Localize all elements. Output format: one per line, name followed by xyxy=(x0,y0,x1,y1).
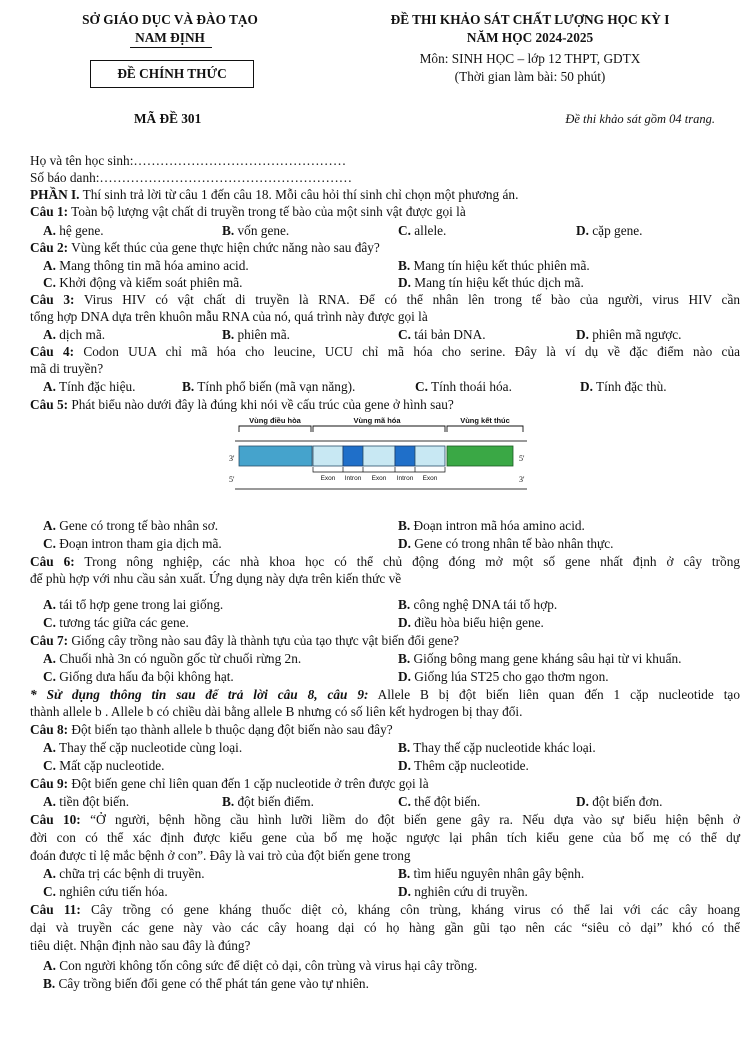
exam-time: (Thời gian làm bài: 50 phút) xyxy=(454,69,606,84)
option-letter: D. xyxy=(576,794,589,809)
option-text: Mất cặp nucleotide. xyxy=(59,758,165,773)
option-letter: C. xyxy=(398,794,411,809)
question-9 xyxy=(30,775,740,792)
option-text: Mang thông tin mã hóa amino acid. xyxy=(59,258,249,273)
label-terminal-region: Vùng kết thúc xyxy=(460,416,510,425)
option-text: Tính đặc hiệu. xyxy=(59,379,136,394)
option-text: Giống dưa hấu đa bội không hạt. xyxy=(59,669,234,684)
option-text: Khởi động và kiểm soát phiên mã. xyxy=(59,275,243,290)
segment-label-exon: Exon xyxy=(371,475,387,482)
option-letter: D. xyxy=(398,615,411,630)
segment-label-intron: Intron xyxy=(344,475,362,482)
option-letter: C. xyxy=(43,669,56,684)
q8-label: Câu 8: xyxy=(30,722,69,737)
q8-option-c xyxy=(43,757,165,774)
q10-option-a xyxy=(43,865,205,882)
option-text: Gene có trong tế bào nhân sơ. xyxy=(59,518,219,533)
segment-label-exon: Exon xyxy=(320,475,336,482)
info-text: Allele B bị đột biến liên quan đến 1 cặp nucleotide tạo xyxy=(368,687,740,702)
q6-label: Câu 6: xyxy=(30,554,75,569)
exon-block-3 xyxy=(415,446,445,466)
q1-option-d xyxy=(576,222,642,239)
q11-label: Câu 11: xyxy=(30,902,81,917)
q8-text: Đột biến tạo thành allele b thuộc dạng đột biến nào sau đây? xyxy=(68,722,393,737)
option-text: tiền đột biến. xyxy=(59,794,130,809)
option-text: chữa trị các bệnh di truyền. xyxy=(59,866,205,881)
q6-option-a xyxy=(43,596,223,613)
question-2 xyxy=(30,239,740,256)
option-letter: C. xyxy=(43,275,56,290)
option-text: phiên mã. xyxy=(237,327,290,342)
option-text: vốn gene. xyxy=(237,223,290,238)
option-text: Tính thoái hóa. xyxy=(431,379,512,394)
official-exam-label: ĐỀ CHÍNH THỨC xyxy=(117,66,227,81)
question-4-line1 xyxy=(30,343,740,360)
option-letter: B. xyxy=(222,223,235,238)
option-text: allele. xyxy=(414,223,447,238)
q2-text: Vùng kết thúc của gene thực hiện chức năng nào sau đây? xyxy=(68,240,380,255)
q9-text: Đột biến gene chỉ liên quan đến 1 cặp nucleotide ở trên được gọi là xyxy=(68,776,429,791)
question-1 xyxy=(30,203,740,220)
intron-block-2 xyxy=(395,446,415,466)
regulatory-region-block xyxy=(239,446,312,466)
option-text: đột biến đơn. xyxy=(592,794,663,809)
segment-label-intron: Intron xyxy=(396,475,414,482)
q11-text: Cây trồng có gene kháng thuốc diệt cỏ, kháng côn trùng, kháng virus có thể lai với các cây hoang xyxy=(80,902,740,917)
q5-text: Phát biểu nào dưới đây là đúng khi nói về cấu trúc của gene ở hình sau? xyxy=(68,397,454,412)
question-11-line3: tiêu diệt. Nhận định nào sau đây là đúng? xyxy=(30,938,251,953)
option-text: tái tổ hợp gene trong lai giống. xyxy=(59,597,224,612)
option-text: công nghệ DNA tái tổ hợp. xyxy=(413,597,558,612)
q9-label: Câu 9: xyxy=(30,776,69,791)
option-letter: C. xyxy=(398,223,411,238)
q8-option-a xyxy=(43,739,242,756)
question-7 xyxy=(30,632,740,649)
q2-option-d xyxy=(398,274,584,291)
q1-text: Toàn bộ lượng vật chất di truyền trong tế bào của một sinh vật được gọi là xyxy=(68,204,466,219)
question-3-line1 xyxy=(30,291,740,308)
question-6-line2: để phù hợp với nhu cầu sản xuất. Ứng dụng này dựa trên kiến thức về xyxy=(30,571,402,586)
q6-option-d xyxy=(398,614,544,631)
q9-option-c xyxy=(398,793,480,810)
q4-label: Câu 4: xyxy=(30,344,75,359)
option-letter: D. xyxy=(398,275,411,290)
exam-title: ĐỀ THI KHẢO SÁT CHẤT LƯỢNG HỌC KỲ I xyxy=(390,12,670,27)
q5-option-b xyxy=(398,517,585,534)
q10-option-c xyxy=(43,883,168,900)
option-letter: A. xyxy=(43,379,56,394)
official-exam-box xyxy=(90,60,254,88)
q2-option-a xyxy=(43,257,249,274)
option-letter: C. xyxy=(415,379,428,394)
q5-option-d xyxy=(398,535,613,552)
option-letter: B. xyxy=(398,866,411,881)
question-11-line1 xyxy=(30,901,740,918)
option-letter: D. xyxy=(398,536,411,551)
option-letter: C. xyxy=(43,884,56,899)
option-letter: C. xyxy=(43,536,56,551)
option-letter: A. xyxy=(43,518,56,533)
option-text: Mang tín hiệu kết thúc dịch mã. xyxy=(414,275,584,290)
org-place: NAM ĐỊNH xyxy=(135,30,205,45)
q2-label: Câu 2: xyxy=(30,240,69,255)
option-letter: A. xyxy=(43,597,56,612)
option-text: Cây trồng biến đổi gene có thể phát tán gene vào tự nhiên. xyxy=(58,976,369,991)
student-id-line: Số báo danh:………………………………………………… xyxy=(30,170,353,185)
option-letter: B. xyxy=(222,327,235,342)
question-11-line2: dại và truyền các gene này vào các cây hoang dại có họ hàng gần gũi tạo nên các “siêu cỏ dại” khó có thể xyxy=(30,920,740,935)
option-letter: C. xyxy=(398,327,411,342)
option-text: cặp gene. xyxy=(592,223,643,238)
option-text: Đoạn intron mã hóa amino acid. xyxy=(413,518,585,533)
segment-brackets xyxy=(313,467,445,472)
option-letter: B. xyxy=(398,597,411,612)
part1-text: Thí sinh trả lời từ câu 1 đến câu 18. Mỗi câu hỏi thí sinh chỉ chọn một phương án. xyxy=(79,187,519,202)
option-letter: D. xyxy=(398,758,411,773)
label-coding-region: Vùng mã hóa xyxy=(353,416,401,425)
info-q8-q9-line1 xyxy=(30,686,740,703)
q7-label: Câu 7: xyxy=(30,633,69,648)
q3-option-a xyxy=(43,326,105,343)
segment-label-exon: Exon xyxy=(422,475,438,482)
q4-option-a xyxy=(43,378,135,395)
option-text: đột biến điểm. xyxy=(237,794,314,809)
label-left-top: 3' xyxy=(229,454,235,463)
question-10-line3: đoán được tỉ lệ mắc bệnh ở con”. Đây là vai trò của đột biến gene trong xyxy=(30,848,411,863)
question-3-line2: tổng hợp DNA dựa trên khuôn mẫu RNA của nó, quá trình này được gọi là xyxy=(30,309,428,324)
option-letter: A. xyxy=(43,794,56,809)
q1-option-b xyxy=(222,222,289,239)
option-letter: D. xyxy=(398,669,411,684)
option-text: hệ gene. xyxy=(59,223,104,238)
label-right-bottom: 3' xyxy=(519,475,525,484)
option-text: điều hòa biểu hiện gene. xyxy=(414,615,544,630)
option-letter: D. xyxy=(398,884,411,899)
q8-option-b xyxy=(398,739,596,756)
intron-block-1 xyxy=(343,446,363,466)
option-letter: B. xyxy=(222,794,235,809)
option-text: Giống bông mang gene kháng sâu hại từ vi khuẩn. xyxy=(413,651,682,666)
option-letter: A. xyxy=(43,223,56,238)
option-letter: C. xyxy=(43,615,56,630)
option-text: Giống lúa ST25 cho gạo thơm ngon. xyxy=(414,669,609,684)
q7-option-d xyxy=(398,668,609,685)
option-letter: B. xyxy=(398,740,411,755)
option-letter: A. xyxy=(43,958,56,973)
label-right-top: 5' xyxy=(519,454,525,463)
q5-option-c xyxy=(43,535,222,552)
q1-label: Câu 1: xyxy=(30,204,69,219)
option-letter: D. xyxy=(576,327,589,342)
q7-option-b xyxy=(398,650,681,667)
option-letter: B. xyxy=(398,651,411,666)
label-regulatory-region: Vùng điều hòa xyxy=(249,416,301,425)
q3-option-d xyxy=(576,326,681,343)
option-letter: A. xyxy=(43,866,56,881)
option-letter: B. xyxy=(398,518,411,533)
q2-option-b xyxy=(398,257,590,274)
terminal-region-block xyxy=(447,446,513,466)
info-q8-q9-line2: thành allele b . Allele b có chiều dài bằng allele B nhưng có số liên kết hydrogen bị thay đổi. xyxy=(30,704,523,719)
q11-option-a xyxy=(43,957,477,974)
q4-option-d xyxy=(580,378,667,395)
q5-option-a xyxy=(43,517,218,534)
q11-option-b xyxy=(43,975,369,992)
q1-option-c xyxy=(398,222,446,239)
q6-option-b xyxy=(398,596,557,613)
option-text: Chuối nhà 3n có nguồn gốc từ chuối rừng 2n. xyxy=(59,651,302,666)
q3-option-b xyxy=(222,326,290,343)
option-text: Đoạn intron tham gia dịch mã. xyxy=(59,536,222,551)
q7-text: Giống cây trồng nào sau đây là thành tựu của tạo thực vật biến đổi gene? xyxy=(68,633,460,648)
bracket-regulatory xyxy=(239,426,311,432)
q6-text: Trong nông nghiệp, các nhà khoa học có thể chủ động đóng mở một số gene nhất định ở cây trồng xyxy=(74,554,740,569)
org-place-underline xyxy=(130,47,212,48)
q7-option-c xyxy=(43,668,234,685)
option-letter: A. xyxy=(43,740,56,755)
question-6-line1 xyxy=(30,553,740,570)
exon-block-2 xyxy=(363,446,395,466)
q4-option-c xyxy=(415,378,512,395)
question-8 xyxy=(30,721,740,738)
option-text: nghiên cứu di truyền. xyxy=(414,884,528,899)
q9-option-d xyxy=(576,793,662,810)
question-10-line1 xyxy=(30,811,740,828)
q1-option-a xyxy=(43,222,104,239)
school-year: NĂM HỌC 2024-2025 xyxy=(466,30,594,45)
q4-text: Codon UUA chỉ mã hóa cho leucine, UCU chỉ mã hóa cho serine. Đây là ví dụ về đặc điểm nào của xyxy=(74,344,741,359)
question-4-line2: mã di truyền? xyxy=(30,361,104,376)
q3-text: Virus HIV có vật chất di truyền là RNA. Để có thể nhân lên trong tế bào của người, virus HIV cần xyxy=(74,292,741,307)
question-5 xyxy=(30,396,740,413)
subject: Môn: SINH HỌC – lớp 12 THPT, GDTX xyxy=(419,51,641,66)
option-text: Mang tín hiệu kết thúc phiên mã. xyxy=(413,258,590,273)
option-text: Thêm cặp nucleotide. xyxy=(414,758,529,773)
q3-label: Câu 3: xyxy=(30,292,75,307)
q7-option-a xyxy=(43,650,301,667)
option-text: tìm hiểu nguyên nhân gây bệnh. xyxy=(413,866,585,881)
student-name-line: Họ và tên học sinh:………………………………………… xyxy=(30,153,347,168)
exam-code: MÃ ĐỀ 301 xyxy=(134,111,202,126)
option-text: Thay thế cặp nucleotide khác loại. xyxy=(413,740,596,755)
option-letter: B. xyxy=(43,976,56,991)
option-letter: A. xyxy=(43,258,56,273)
option-letter: B. xyxy=(182,379,195,394)
option-text: Gene có trong nhân tế bào nhân thực. xyxy=(414,536,614,551)
q5-label: Câu 5: xyxy=(30,397,69,412)
option-text: Tính phổ biến (mã vạn năng). xyxy=(197,379,356,394)
q8-option-d xyxy=(398,757,529,774)
part1-instructions xyxy=(30,186,740,203)
option-letter: C. xyxy=(43,758,56,773)
q9-option-a xyxy=(43,793,129,810)
exon-block-1 xyxy=(313,446,343,466)
label-left-bottom: 5' xyxy=(229,475,235,484)
option-text: tương tác giữa các gene. xyxy=(59,615,189,630)
option-letter: B. xyxy=(398,258,411,273)
option-text: phiên mã ngược. xyxy=(592,327,682,342)
option-text: Thay thế cặp nucleotide cùng loại. xyxy=(59,740,243,755)
option-letter: D. xyxy=(580,379,593,394)
option-text: Tính đặc thù. xyxy=(596,379,667,394)
option-text: tái bản DNA. xyxy=(414,327,486,342)
q3-option-c xyxy=(398,326,486,343)
q10-option-b xyxy=(398,865,584,882)
option-text: Con người không tốn công sức để diệt cỏ dại, côn trùng và virus hại cây trồng. xyxy=(59,958,478,973)
q4-option-b xyxy=(182,378,355,395)
option-text: dịch mã. xyxy=(59,327,106,342)
info-lead: * Sử dụng thông tin sau để trả lời câu 8, câu 9: xyxy=(30,687,369,702)
option-letter: D. xyxy=(576,223,589,238)
question-10-line2: đời con có thể xác định được kiểu gene của bố mẹ hoặc ngược lại phân tích kiểu gene của bố mẹ có thể dự xyxy=(30,830,740,845)
q9-option-b xyxy=(222,793,314,810)
org-name: SỞ GIÁO DỤC VÀ ĐÀO TẠO xyxy=(82,12,258,27)
q10-text: “Ở người, bệnh hồng cầu hình lưỡi liềm do đột biến gene gây ra. Nếu dựa vào sự biểu hiện bệnh ở xyxy=(80,812,740,827)
gene-structure-diagram xyxy=(225,415,545,511)
option-text: nghiên cứu tiến hóa. xyxy=(59,884,168,899)
q2-option-c xyxy=(43,274,242,291)
bracket-terminal xyxy=(447,426,523,432)
q10-label: Câu 10: xyxy=(30,812,81,827)
bracket-coding xyxy=(313,426,445,432)
part1-label: PHẦN I. xyxy=(30,187,80,202)
option-letter: A. xyxy=(43,651,56,666)
q6-option-c xyxy=(43,614,189,631)
option-letter: A. xyxy=(43,327,56,342)
pages-note: Đề thi khảo sát gồm 04 trang. xyxy=(565,112,715,126)
q10-option-d xyxy=(398,883,528,900)
option-text: thể đột biến. xyxy=(414,794,481,809)
